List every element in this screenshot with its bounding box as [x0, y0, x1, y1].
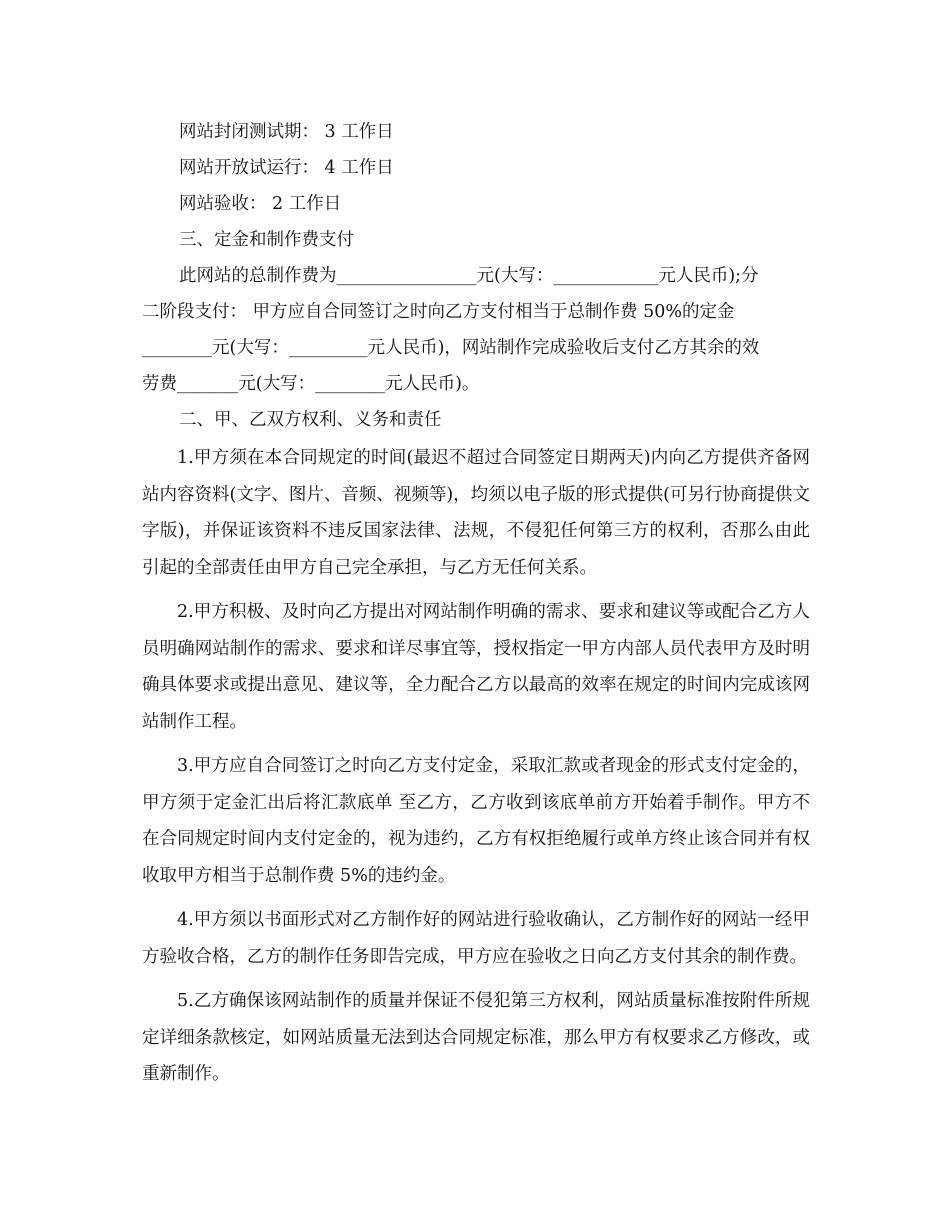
clause-4: 4.甲方须以书面形式对乙方制作好的网站进行验收确认，乙方制作好的网站一经甲方验收合格，乙方的制作任务即告完成，甲方应在验收之日向乙方支付其余的制作费。 [142, 910, 810, 967]
clause-3: 3.甲方应自合同签订之时向乙方支付定金，采取汇款或者现金的形式支付定金的，甲方须于定金汇出后将汇款底单 至乙方，乙方收到该底单前方开始着手制作。甲方不在合同规定时间内支付定金的，视为违约，乙方有权拒绝履行或单方终止该合同并有权收取甲方相当于总制作费 5%的违约金。 [142, 756, 810, 886]
schedule-open-trial: 网站开放试运行： 4 工作日 [179, 158, 394, 178]
document-body [142, 114, 810, 1093]
schedule-closed-test: 网站封闭测试期： 3 工作日 [179, 122, 394, 142]
section-three-heading: 三、定金和制作费支付 [179, 230, 354, 250]
schedule-acceptance: 网站验收： 2 工作日 [179, 194, 342, 214]
clause-5: 5.乙方确保该网站制作的质量并保证不侵犯第三方权利，网站质量标准按附件所规定详细条款核定，如网站质量无法到达合同规定标准，那么甲方有权要求乙方修改，或重新制作。 [142, 991, 810, 1084]
payment-line: 劳费_______元(大写：________元人民币)。 [142, 374, 480, 394]
payment-line: 此网站的总制作费为________________元(大写：____________元人民币);分 [179, 266, 759, 286]
clause-2: 2.甲方积极、及时向乙方提出对网站制作明确的需求、要求和建议等或配合乙方人员明确网站制作的需求、要求和详尽事宜等，授权指定一甲方内部人员代表甲方及时明确具体要求或提出意见、建议等，全力配合乙方以最高的效率在规定的时间内完成该网站制作工程。 [142, 602, 810, 732]
payment-line: 二阶段支付： 甲方应自合同签订之时向乙方支付相当于总制作费 50%的定金 [142, 302, 735, 322]
section-rights-heading: 二、甲、乙双方权利、义务和责任 [179, 410, 442, 430]
payment-line: ________元(大写：_________元人民币)，网站制作完成验收后支付乙方其余的效 [142, 338, 760, 358]
clause-1: 1.甲方须在本合同规定的时间(最迟不超过合同签定日期两天)内向乙方提供齐备网站内容资料(文字、图片、音频、视频等)，均须以电子版的形式提供(可另行协商提供文字版)，并保证该资料不违反国家法律、法规，不侵犯任何第三方的权利，否那么由此引起的全部责任由甲方自己完全承担，与乙方无任何关系。 [142, 448, 810, 578]
